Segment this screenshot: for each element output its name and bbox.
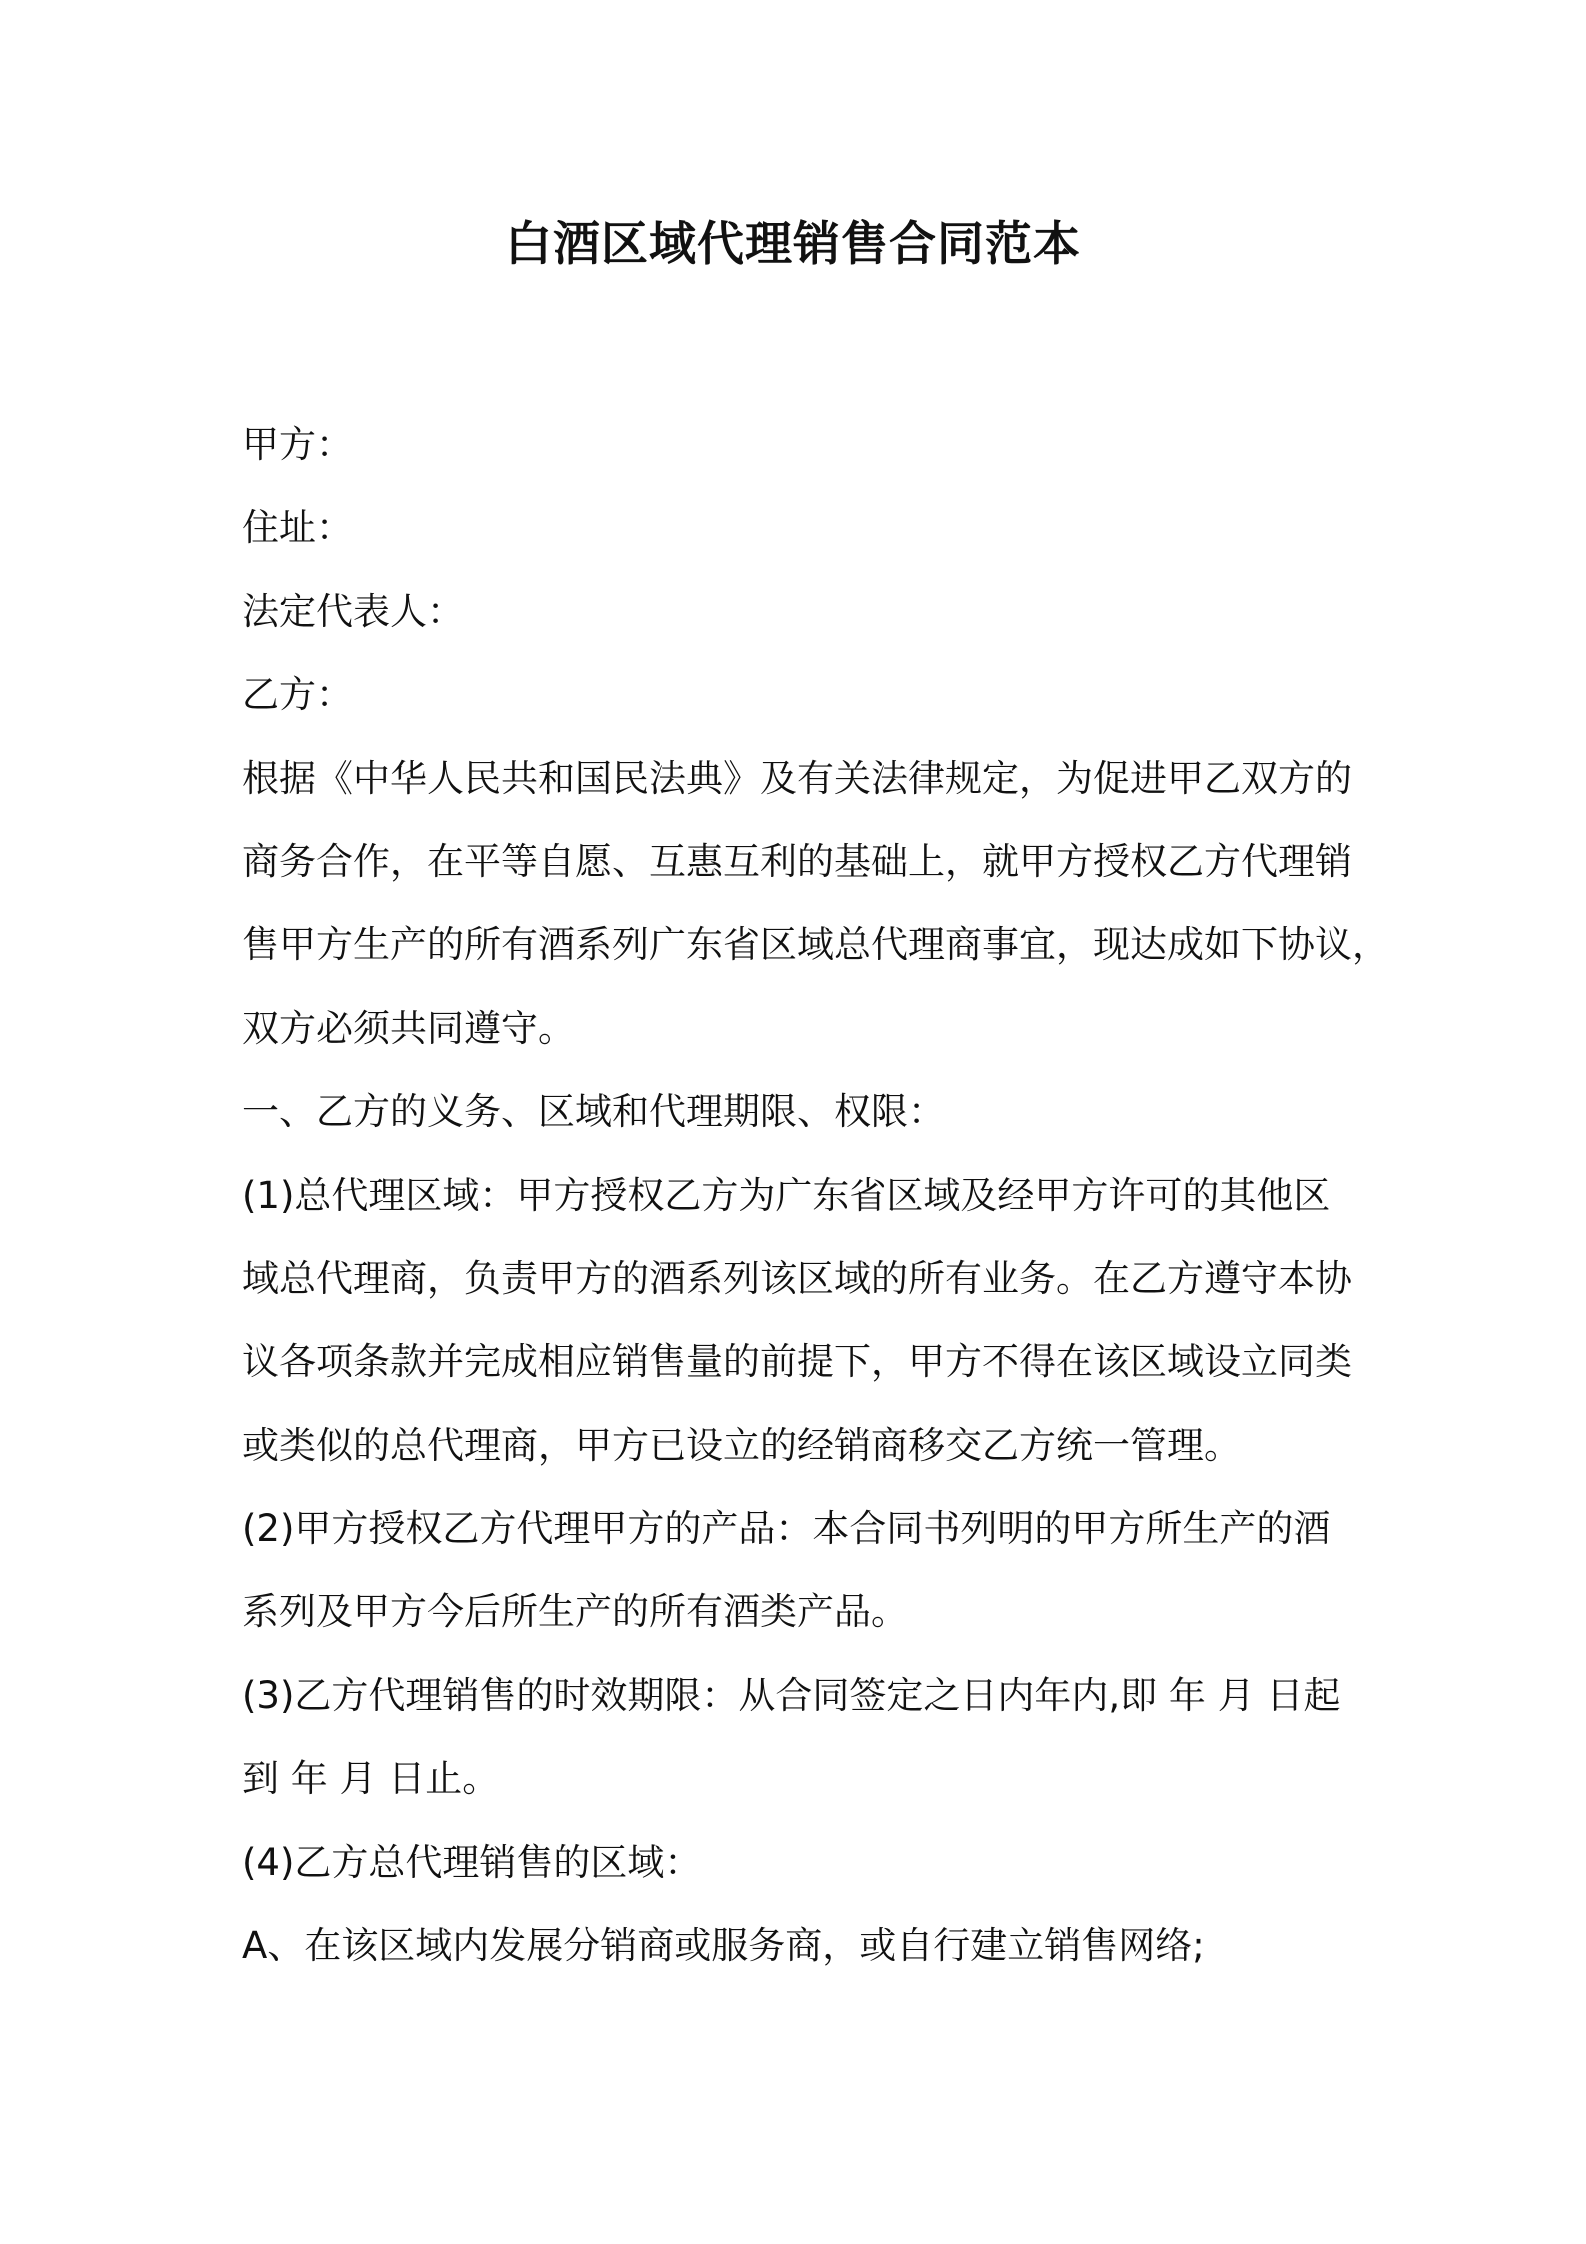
- clause-line: (2)甲方授权乙方代理甲方的产品：本合同书列明的甲方所生产的酒: [242, 1507, 1331, 1551]
- clause-line: 或类似的总代理商，甲方已设立的经销商移交乙方统一管理。: [242, 1423, 1241, 1467]
- clause-line: 系列及甲方今后所生产的所有酒类产品。: [242, 1590, 908, 1634]
- legal-representative-line: 法定代表人：: [242, 589, 464, 633]
- preamble-line: 售甲方生产的所有酒系列广东省区域总代理商事宜，现达成如下协议，: [242, 923, 1389, 967]
- clause-line: (3)乙方代理销售的时效期限：从合同签定之日内年内,即 年 月 日起: [242, 1673, 1341, 1717]
- clause-line: 到 年 月 日止。: [242, 1757, 500, 1801]
- clause-line: (1)总代理区域：甲方授权乙方为广东省区域及经甲方许可的其他区: [242, 1173, 1331, 1217]
- clause-line: (4)乙方总代理销售的区域：: [242, 1840, 702, 1884]
- preamble-line: 根据《中华人民共和国民法典》及有关法律规定，为促进甲乙双方的: [242, 756, 1352, 800]
- party-b-line: 乙方：: [242, 673, 353, 717]
- party-a-line: 甲方：: [242, 423, 353, 466]
- clause-line: 议各项条款并完成相应销售量的前提下，甲方不得在该区域设立同类: [242, 1340, 1352, 1384]
- address-line: 住址：: [242, 506, 353, 550]
- clause-line: 域总代理商，负责甲方的酒系列该区域的所有业务。在乙方遵守本协: [242, 1256, 1352, 1300]
- document-body: [242, 403, 1389, 1987]
- section-heading: 一、乙方的义务、区域和代理期限、权限：: [242, 1090, 945, 1134]
- document-title: 白酒区域代理销售合同范本: [505, 217, 1081, 272]
- preamble-line: 双方必须共同遵守。: [242, 1006, 575, 1050]
- preamble-line: 商务合作，在平等自愿、互惠互利的基础上，就甲方授权乙方代理销: [242, 839, 1352, 883]
- clause-line: A、在该区域内发展分销商或服务商，或自行建立销售网络;: [242, 1924, 1205, 1968]
